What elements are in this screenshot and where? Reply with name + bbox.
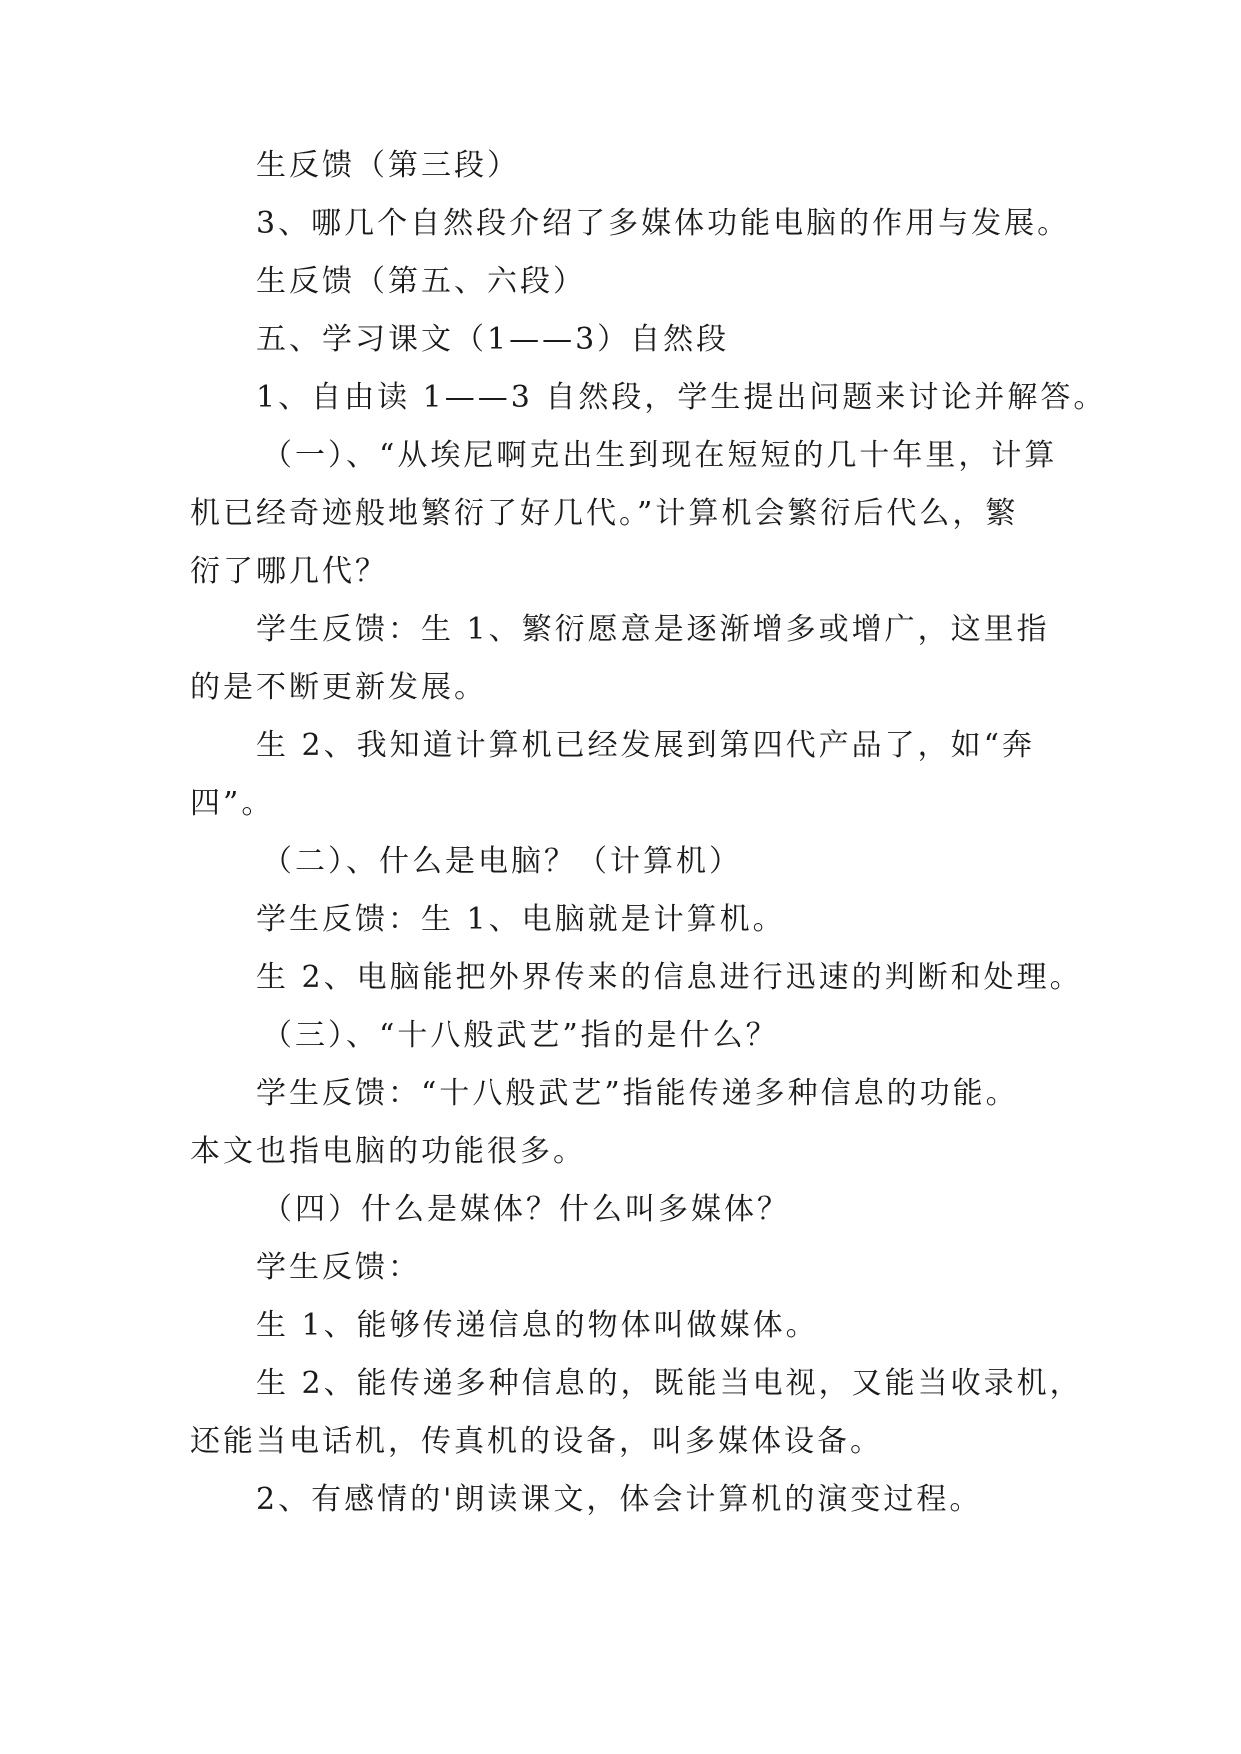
text-line: （四）什么是媒体？什么叫多媒体？ xyxy=(262,1192,790,1227)
text-line: （一）、“从埃尼啊克出生到现在短短的几十年里，计算 xyxy=(262,438,1058,473)
text-line: 的是不断更新发展。 xyxy=(190,670,487,705)
text-line: 1、自由读 1——3 自然段，学生提出问题来讨论并解答。 xyxy=(256,380,1107,415)
text-line: 衍了哪几代？ xyxy=(190,554,388,589)
text-line: 学生反馈：生 1、电脑就是计算机。 xyxy=(256,902,786,937)
text-line: 生 2、我知道计算机已经发展到第四代产品了，如“奔 xyxy=(256,728,1035,763)
text-line: 3、哪几个自然段介绍了多媒体功能电脑的作用与发展。 xyxy=(256,206,1071,241)
section-heading: 五、学习课文（1——3）自然段 xyxy=(256,322,730,357)
text-line: 生 1、能够传递信息的物体叫做媒体。 xyxy=(256,1308,819,1343)
text-line: 生 2、能传递多种信息的，既能当电视，又能当收录机， xyxy=(256,1366,1083,1401)
text-line: 机已经奇迹般地繁衍了好几代。”计算机会繁衍后代么，繁 xyxy=(190,496,1019,531)
text-line: 生反馈（第五、六段） xyxy=(256,264,586,299)
text-line: （二）、什么是电脑？（计算机） xyxy=(262,844,742,879)
text-line: 还能当电话机，传真机的设备，叫多媒体设备。 xyxy=(190,1424,883,1459)
text-line: 学生反馈：生 1、繁衍愿意是逐渐增多或增广，这里指 xyxy=(256,612,1050,647)
text-line: 学生反馈：“十八般武艺”指能传递多种信息的功能。 xyxy=(256,1076,1019,1111)
text-line: 学生反馈： xyxy=(256,1250,421,1285)
text-line: （三）、“十八般武艺”指的是什么？ xyxy=(262,1018,779,1053)
text-line: 生 2、电脑能把外界传来的信息进行迅速的判断和处理。 xyxy=(256,960,1083,995)
text-line: 2、有感情的'朗读课文，体会计算机的演变过程。 xyxy=(256,1482,983,1517)
text-line: 生反馈（第三段） xyxy=(256,148,520,183)
text-line: 本文也指电脑的功能很多。 xyxy=(190,1134,586,1169)
text-line: 四”。 xyxy=(190,786,275,821)
